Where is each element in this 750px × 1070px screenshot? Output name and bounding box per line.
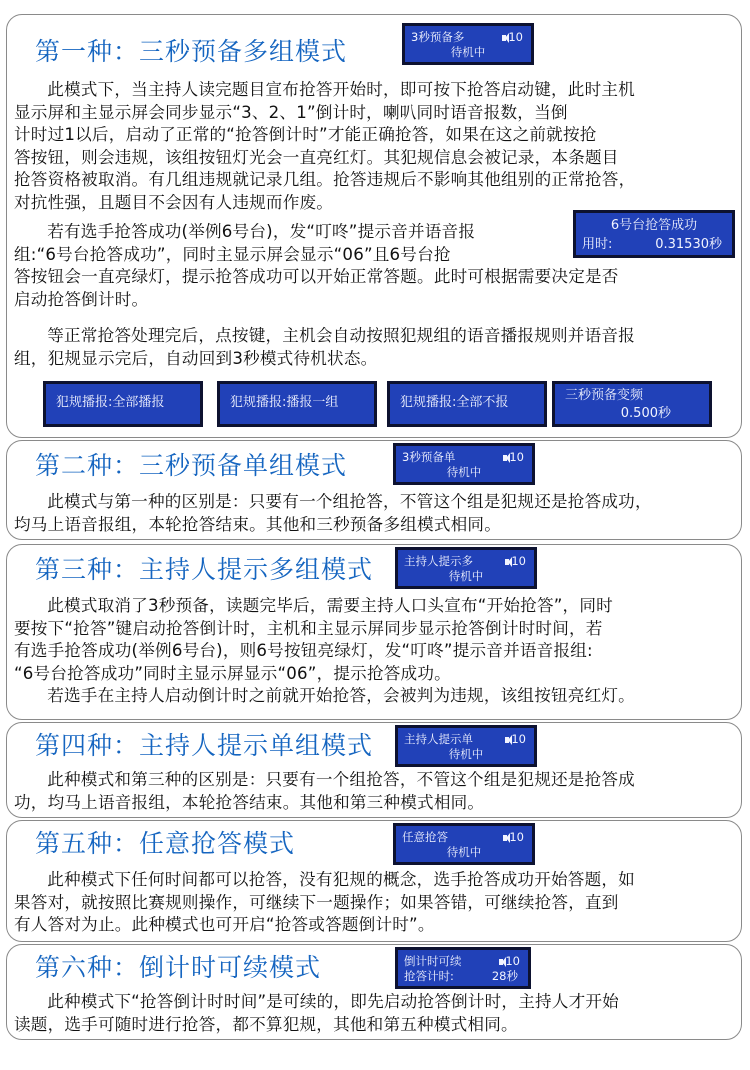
text-line: 有人答对为止。此种模式也可开启“抢答或答题倒计时”。 (14, 915, 435, 935)
lcd-line1: 倒计时可续 (404, 954, 462, 968)
text-line: 若选手在主持人启动倒计时之前就开始抢答，会被判为违规，该组按钮亮红灯。 (47, 686, 635, 706)
section-6-lcd (395, 947, 531, 989)
lcd-timer-value: 28秒 (491, 969, 518, 983)
lcd-line1: 6号台抢答成功 (610, 218, 698, 233)
violation-broadcast-none-lcd (387, 381, 547, 427)
text-line: 此种模式下“抢答倒计时时间”是可续的，即先启动抢答倒计时，主持人才开始 (47, 992, 619, 1011)
lcd-line1: 主持人提示单 (404, 732, 473, 746)
section-6-card (6, 944, 742, 1040)
section-2-para (14, 491, 736, 536)
volume-value: 10 (505, 954, 520, 968)
lcd-line2: 0.500秒 (620, 406, 671, 421)
lcd-line2: 待机中 (448, 569, 484, 583)
text-line: 启动抢答倒计时。 (14, 289, 149, 309)
section-2-card (6, 440, 742, 540)
text-line: 有选手抢答成功(举例6号台)，则6号按钮亮绿灯，发“叮咚”提示音并语音报组: (14, 641, 593, 661)
volume-indicator (505, 554, 526, 568)
text-line: 果答对，就按照比赛规则操作，可继续下一题操作；如果答错，可继续抢答，直到 (14, 892, 619, 912)
section-1-title: 第一种：三秒预备多组模式 (35, 37, 348, 66)
lcd-timer-label: 抢答计时: (404, 969, 454, 983)
volume-value: 10 (511, 554, 526, 568)
lcd-time-label: 用时: (582, 237, 613, 252)
lcd-label: 犯规播报:全部不报 (400, 395, 509, 410)
success-lcd (573, 210, 735, 258)
lcd-line1: 3秒预备多 (411, 30, 465, 44)
lcd-line2: 待机中 (448, 747, 484, 761)
text-line: 此种模式下任何时间都可以抢答，没有犯规的概念，选手抢答成功开始答题，如 (47, 870, 635, 889)
volume-value: 10 (511, 732, 526, 746)
lcd-time-value: 0.31530秒 (655, 237, 722, 252)
text-line: 此模式下，当主持人读完题目宣布抢答开始时，即可按下抢答启动键，此时主机 (47, 80, 635, 99)
section-3-card (6, 544, 742, 720)
section-5-title: 第五种：任意抢答模式 (35, 829, 296, 858)
text-line: 此种模式和第三种的区别是：只要有一个组抢答，不管这个组是犯规还是抢答成 (47, 770, 635, 789)
lcd-label: 犯规播报:全部播报 (56, 395, 165, 410)
volume-value: 10 (509, 830, 524, 844)
section-3-title: 第三种：主持人提示多组模式 (35, 555, 374, 584)
section-4-lcd (395, 725, 537, 767)
text-line: 组:“6号台抢答成功”，同时主显示屏会显示“06”且6号台抢 (14, 244, 451, 264)
section-4-para (14, 769, 736, 814)
lcd-line1: 三秒预备变频 (565, 388, 644, 403)
volume-indicator (505, 732, 526, 746)
text-line: 答按钮会一直亮绿灯，提示抢答成功可以开始正常答题。此时可根据需要决定是否 (14, 267, 619, 287)
text-line: 显示屏和主显示屏会同步显示“3、2、1”倒计时，喇叭同时语音报数，当倒 (14, 102, 568, 122)
text-line: 要按下“抢答”键启动抢答倒计时，主机和主显示屏同步显示抢答倒计时时间，若 (14, 618, 603, 638)
text-line: 此模式取消了3秒预备，读题完毕后，需要主持人口头宣布“开始抢答”，同时 (47, 596, 613, 615)
section-1-para-3 (14, 325, 736, 370)
lcd-label: 犯规播报:播报一组 (230, 395, 339, 410)
text-line: 答按钮，则会违规，该组按钮灯光会一直亮红灯。其犯规信息会被记录，本条题目 (14, 147, 619, 167)
text-line: 组，犯规显示完后，自动回到3秒模式待机状态。 (14, 348, 378, 368)
text-line: 读题，选手可随时进行抢答，都不算犯规，其他和第五种模式相同。 (14, 1014, 518, 1034)
violation-broadcast-one-lcd (217, 381, 377, 427)
frequency-lcd (552, 381, 712, 427)
volume-indicator (503, 830, 524, 844)
section-3-para (14, 595, 736, 708)
speaker-icon (503, 835, 507, 841)
speaker-icon (499, 959, 503, 965)
lcd-line2: 待机中 (446, 465, 482, 479)
section-1-lcd (402, 23, 534, 65)
volume-value: 10 (509, 450, 524, 464)
speaker-icon (505, 559, 509, 565)
section-2-lcd (393, 443, 535, 485)
section-6-title: 第六种：倒计时可续模式 (35, 953, 322, 982)
lcd-line2: 待机中 (446, 845, 482, 859)
section-6-para (14, 991, 736, 1036)
text-line: 此模式与第一种的区别是：只要有一个组抢答，不管这个组是犯规还是抢答成功， (47, 492, 652, 511)
section-5-lcd (393, 823, 535, 865)
text-line: 对抗性强，且题目不会因有人违规而作废。 (14, 192, 334, 212)
lcd-line1: 主持人提示多 (404, 554, 473, 568)
speaker-icon (505, 737, 509, 743)
section-4-title: 第四种：主持人提示单组模式 (35, 731, 374, 760)
text-line: 抢答资格被取消。有几组违规就记录几组。抢答违规后不影响其他组别的正常抢答， (14, 170, 636, 190)
section-5-card (6, 820, 742, 942)
text-line: 等正常抢答处理完后，点按键，主机会自动按照犯规组的语音播报规则并语音报 (47, 326, 635, 345)
lcd-line1: 任意抢答 (402, 830, 448, 844)
volume-indicator (499, 954, 520, 968)
text-line: 功，均马上语音报组，本轮抢答结束。其他和第三种模式相同。 (14, 792, 485, 812)
volume-indicator (503, 450, 524, 464)
lcd-line1: 3秒预备单 (402, 450, 456, 464)
section-5-para (14, 869, 736, 937)
section-1-para-1 (14, 79, 736, 215)
section-2-title: 第二种：三秒预备单组模式 (35, 451, 348, 480)
section-1-card (6, 14, 742, 438)
text-line: 均马上语音报组，本轮抢答结束。其他和三秒预备多组模式相同。 (14, 514, 502, 534)
volume-value: 10 (508, 30, 523, 44)
speaker-icon (503, 455, 507, 461)
violation-broadcast-all-lcd (43, 381, 203, 427)
text-line: 计时过1以后，启动了正常的“抢答倒计时”才能正确抢答，如果在这之前就按抢 (14, 125, 597, 145)
speaker-icon (502, 35, 506, 41)
lcd-line2: 待机中 (450, 45, 486, 59)
section-3-lcd (395, 547, 537, 589)
volume-indicator (502, 30, 523, 44)
text-line: 若有选手抢答成功(举例6号台)，发“叮咚”提示音并语音报 (47, 222, 476, 241)
text-line: “6号台抢答成功”同时主显示屏显示“06”，提示抢答成功。 (14, 663, 451, 683)
section-4-card (6, 722, 742, 818)
